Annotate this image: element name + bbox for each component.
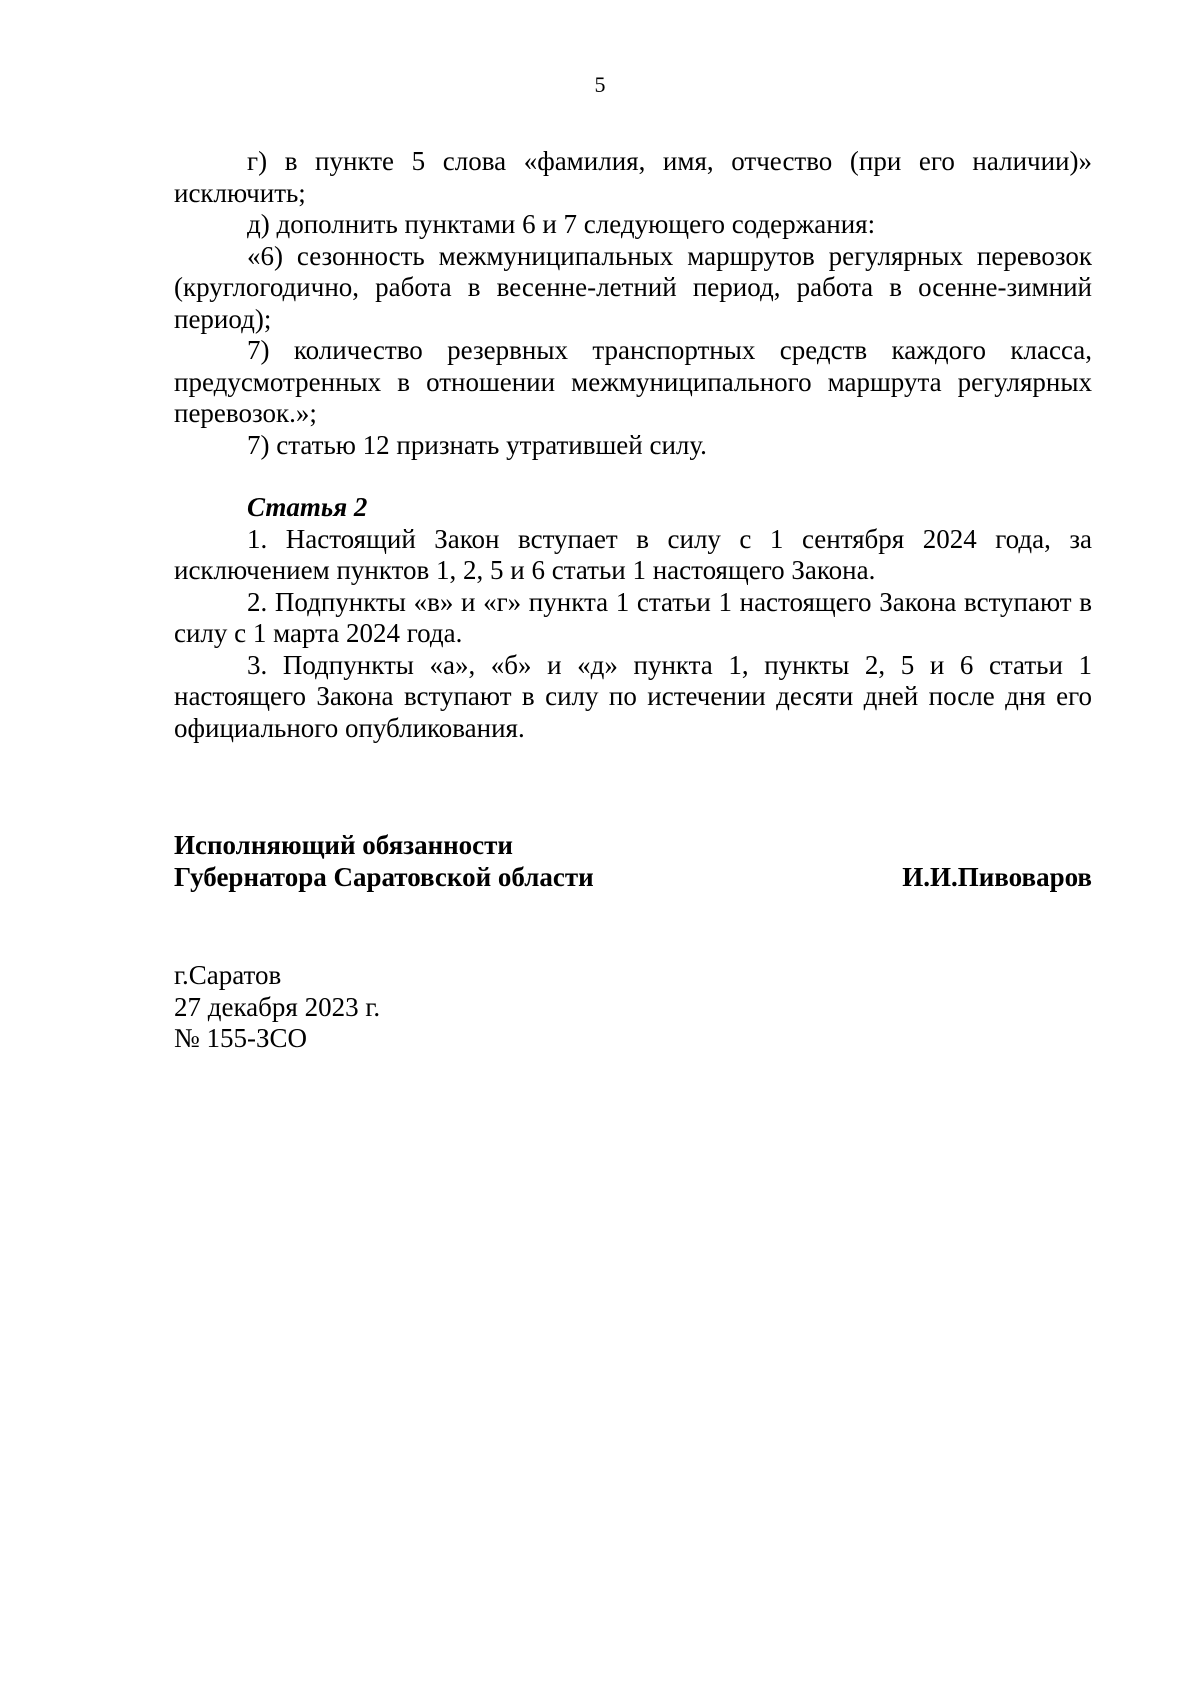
- paragraph-article2-item1: 1. Настоящий Закон вступает в силу с 1 сентября 2024 года, за исключением пунктов 1, 2, 5 и 6 статьи 1 настоящего Закона.: [174, 523, 1092, 585]
- paragraph-item7-reserve-vehicles: 7) количество резервных транспортных средств каждого класса, предусмотренных в отношении межмуниципального маршрута регулярных перевозок.»;: [174, 335, 1092, 428]
- signatory-position-line2: Губернатора Саратовской области: [174, 861, 594, 892]
- paragraph-article12-repeal: 7) статью 12 признать утратившей силу.: [247, 429, 707, 460]
- page-number: 5: [594, 72, 606, 97]
- signatory-position-line1: Исполняющий обязанности: [174, 830, 513, 860]
- city: г.Саратов: [174, 960, 282, 990]
- signature-row: [174, 862, 1092, 894]
- law-number: № 155-ЗСО: [174, 1023, 308, 1053]
- paragraph-d-add-items: д) дополнить пунктами 6 и 7 следующего содержания:: [247, 209, 876, 239]
- article-2-heading: Статья 2: [247, 492, 368, 522]
- paragraph-article2-item3: 3. Подпункты «а», «б» и «д» пункта 1, пункты 2, 5 и 6 статьи 1 настоящего Закона вступают в силу по истечении десяти дней после дня его официального опубликования.: [174, 649, 1092, 743]
- document-body: [174, 146, 1092, 744]
- paragraph-article2-item2: 2. Подпункты «в» и «г» пункта 1 статьи 1 настоящего Закона вступают в силу с 1 марта 2024 года.: [174, 586, 1092, 648]
- signature-block: [174, 830, 1092, 893]
- paragraph-g-item5: г) в пункте 5 слова «фамилия, имя, отчество (при его наличии)» исключить;: [174, 146, 1092, 208]
- place-date-number-block: [174, 960, 380, 1055]
- paragraph-item6-seasonality: «6) сезонность межмуниципальных маршрутов регулярных перевозок (круглогодично, работа в весенне-летний период, работа в осенне-зимний период);: [174, 240, 1092, 334]
- signatory-name: И.И.Пивоваров: [902, 861, 1092, 892]
- law-date: 27 декабря 2023 г.: [174, 991, 381, 1022]
